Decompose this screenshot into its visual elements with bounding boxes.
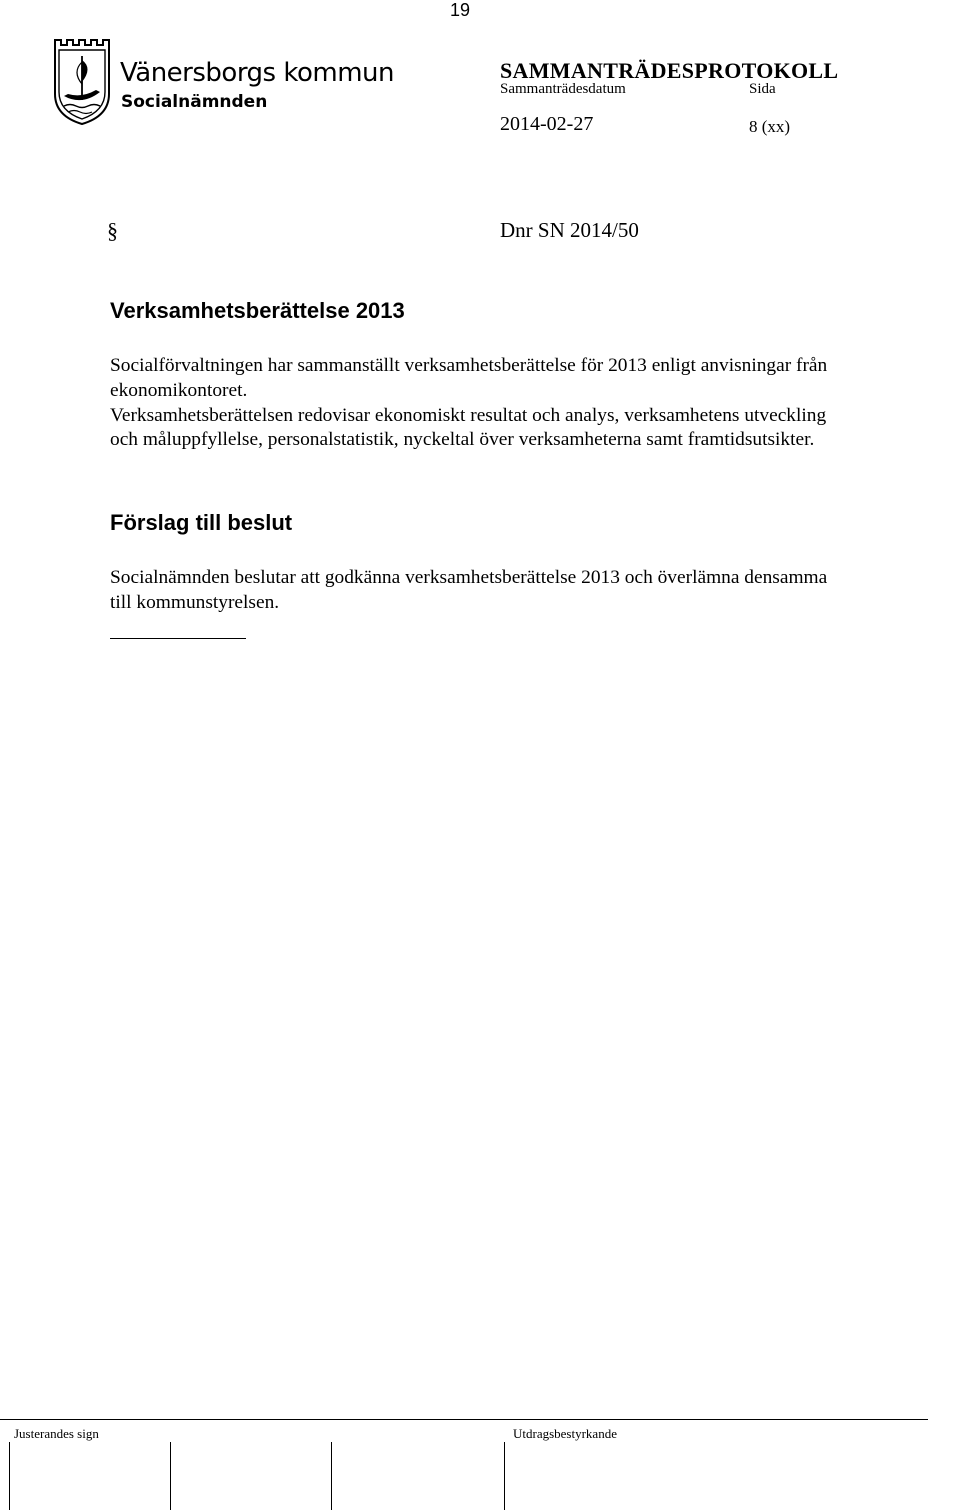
signature-box-divider: [331, 1442, 332, 1510]
body-line: till kommunstyrelsen.: [110, 591, 280, 613]
signature-label: Justerandes sign: [14, 1426, 99, 1441]
body-line: och måluppfyllelse, personalstatistik, nyckeltal över verksamheterna samt framtidsutsikter.: [110, 429, 815, 451]
vanersborg-coat-of-arms-icon: [50, 34, 114, 131]
extract-certification-label: Utdragsbestyrkande: [513, 1426, 617, 1441]
body-line: ekonomikontoret.: [110, 379, 248, 401]
end-rule: [110, 638, 246, 639]
committee-name: Socialnämnden: [121, 92, 268, 112]
proposal-heading: Förslag till beslut: [110, 510, 293, 535]
page-number: 19: [450, 0, 471, 20]
footer-divider: [0, 1419, 928, 1420]
signature-box-divider: [170, 1442, 171, 1510]
body-line: Socialnämnden beslutar att godkänna verksamhetsberättelse 2013 och överlämna densamma: [110, 567, 828, 588]
page-label: Sida: [749, 81, 776, 97]
section-sign: §: [107, 218, 118, 243]
section-heading: Verksamhetsberättelse 2013: [110, 298, 405, 323]
meeting-date: 2014-02-27: [500, 113, 594, 135]
section-body: [110, 354, 960, 453]
body-line: Verksamhetsberättelsen redovisar ekonomiskt resultat och analys, verksamhetens utveckling: [110, 404, 827, 426]
page-indicator: 8 (xx): [749, 117, 791, 136]
proposal-body: [110, 566, 960, 616]
signature-box-divider: [9, 1442, 10, 1510]
meeting-date-label: Sammanträdesdatum: [500, 81, 626, 97]
document-title: SAMMANTRÄDESPROTOKOLL: [500, 58, 839, 83]
municipality-name: Vänersborgs kommun: [120, 58, 395, 88]
case-number: Dnr SN 2014/50: [500, 218, 639, 242]
body-line: Socialförvaltningen har sammanställt verksamhetsberättelse för 2013 enligt anvisningar från: [110, 355, 828, 376]
signature-box-divider: [504, 1442, 505, 1510]
